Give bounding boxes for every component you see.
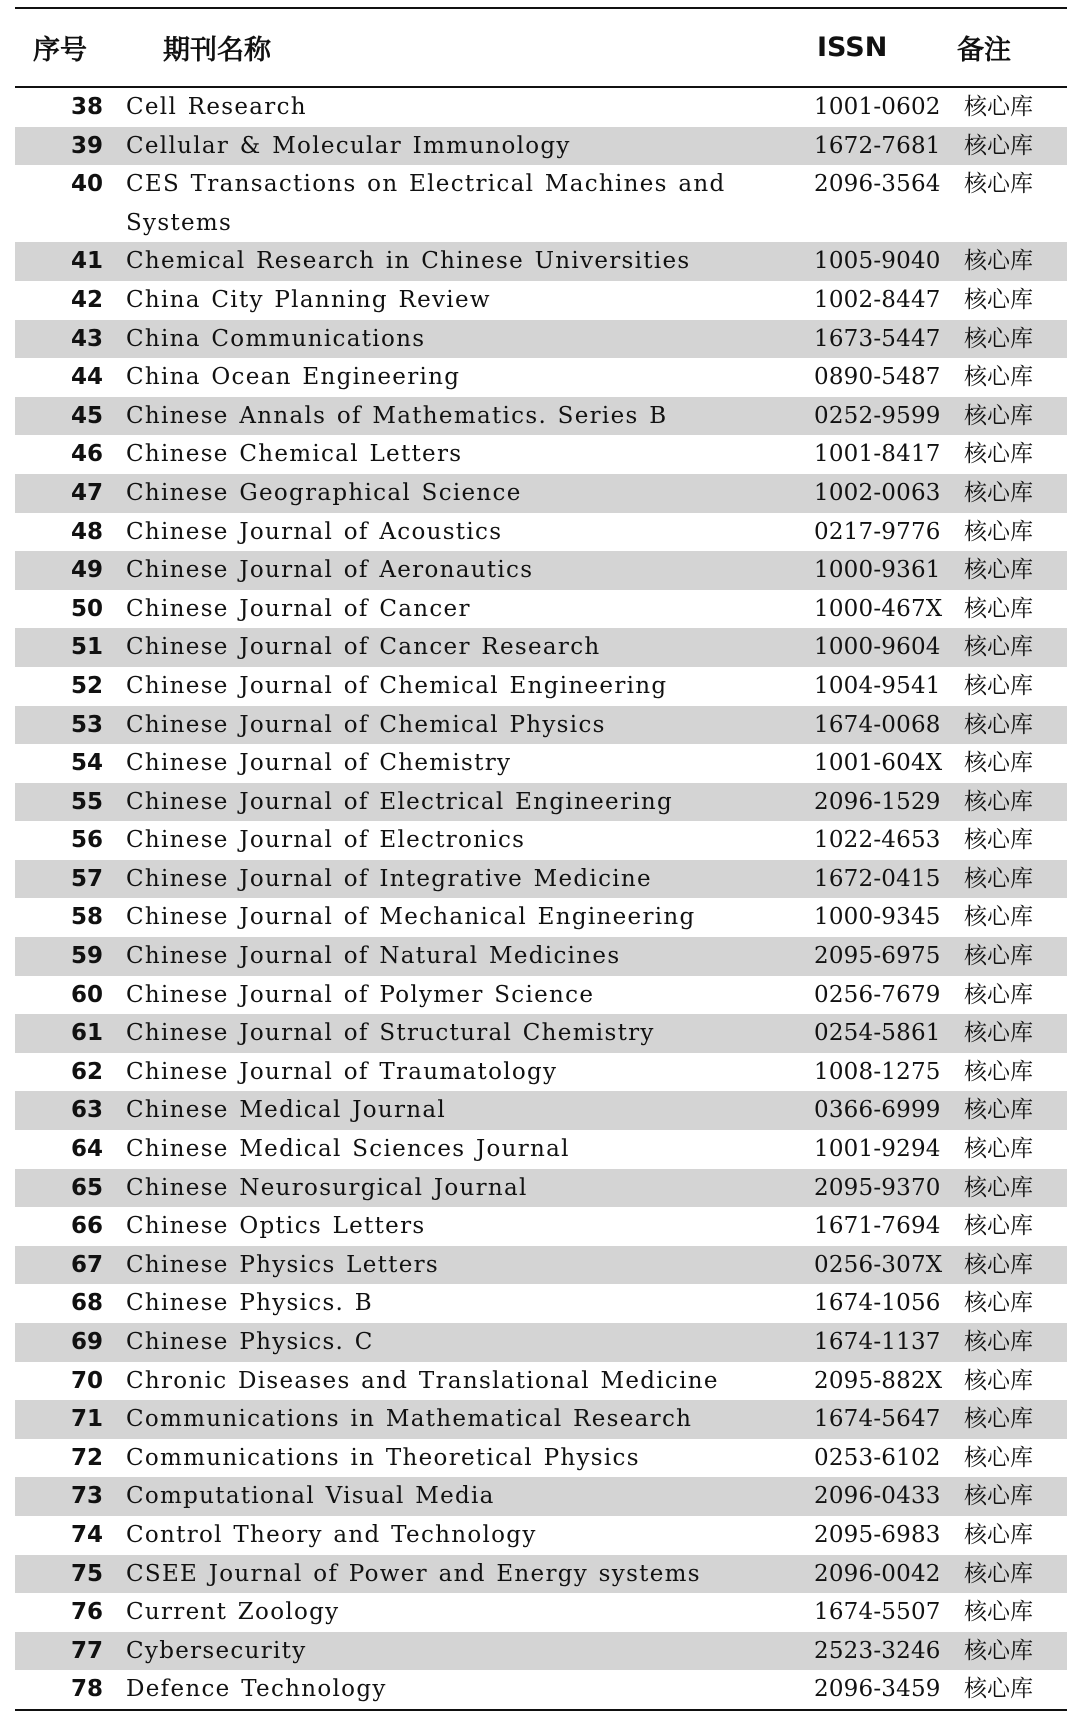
issn-cell: 1002-0063 [814,479,941,506]
table-row [15,1053,1067,1092]
header-remarks: 备注 [927,8,1067,87]
table-row [15,1362,1067,1401]
issn-cell: 0256-307X [814,1251,943,1278]
remarks-cell: 核心库 [964,1444,1033,1471]
remarks-cell: 核心库 [964,981,1033,1008]
issn-cell: 1005-9040 [814,248,941,275]
remarks-cell: 核心库 [964,441,1033,468]
table-row [15,1246,1067,1285]
table-row [15,628,1067,667]
table-row [15,1555,1067,1594]
serial-number-cell: 65 [70,1174,103,1201]
remarks-cell: 核心库 [964,248,1033,275]
serial-number-cell: 47 [70,479,103,506]
issn-cell: 1671-7694 [814,1213,941,1240]
serial-number-cell: 67 [70,1251,103,1278]
issn-cell: 2096-0042 [814,1560,941,1587]
journal-name-cell: Cell Research [126,94,307,120]
journal-name-cell: Chinese Optics Letters [126,1213,426,1240]
header-row [15,8,1067,87]
table-row [15,1516,1067,1555]
table-row [15,281,1067,320]
journal-name-cell: CSEE Journal of Power and Energy systems [126,1560,701,1587]
remarks-cell: 核心库 [964,132,1033,159]
table-row [15,744,1067,783]
remarks-cell: 核心库 [964,595,1033,622]
table-row [15,242,1067,281]
table-row [15,821,1067,860]
journal-name-cell: Chinese Geographical Science [126,479,522,506]
journal-name-cell: Chinese Annals of Mathematics. Series B [126,402,668,429]
serial-number-cell: 41 [70,248,103,275]
issn-cell: 1000-467X [814,595,943,622]
serial-number-cell: 46 [70,441,103,468]
serial-number-cell: 69 [70,1329,103,1355]
issn-cell: 2095-6983 [814,1521,941,1548]
remarks-cell: 核心库 [927,1670,1067,1710]
remarks-cell: 核心库 [964,1329,1033,1355]
remarks-cell: 核心库 [964,1136,1033,1163]
serial-number-cell: 61 [70,1020,103,1047]
journal-name-cell: Chinese Medical Journal [126,1097,447,1124]
journal-name-cell: Chinese Journal of Chemistry [126,750,512,777]
table-row [15,397,1067,436]
table-row [15,898,1067,937]
remarks-cell: 核心库 [964,1560,1033,1587]
remarks-cell: 核心库 [964,1406,1033,1433]
issn-cell: 1674-5647 [814,1406,941,1433]
table-row [15,860,1067,899]
journal-name-cell: Chinese Journal of Structural Chemistry [126,1020,655,1047]
journal-table [15,7,1067,1711]
table-row [15,783,1067,822]
issn-cell: 1673-5447 [814,325,941,352]
issn-cell: 1674-1137 [814,1329,941,1355]
remarks-cell: 核心库 [964,479,1033,506]
issn-cell: 1001-604X [814,750,943,777]
journal-name-cell: Chinese Chemical Letters [126,441,463,468]
serial-number-cell: 45 [70,402,103,429]
issn-cell: 1004-9541 [814,672,941,699]
serial-number-cell: 52 [70,672,103,699]
issn-cell: 0217-9776 [814,518,941,545]
remarks-cell: 核心库 [964,711,1033,738]
issn-cell: 1672-0415 [814,865,941,892]
journal-name-cell: Computational Visual Media [126,1483,495,1510]
serial-number-cell: 58 [70,904,103,931]
serial-number-cell: 51 [70,634,103,661]
remarks-cell: 核心库 [964,865,1033,892]
issn-cell: 1001-9294 [814,1136,941,1163]
journal-name-cell: China City Planning Review [126,286,491,313]
serial-number-cell: 75 [70,1560,103,1587]
serial-number-cell: 42 [70,286,103,313]
issn-cell: 1672-7681 [814,132,941,159]
remarks-cell: 核心库 [964,1213,1033,1240]
remarks-cell: 核心库 [964,518,1033,545]
journal-name-cell: Chinese Physics. B [126,1290,373,1317]
journal-name-cell: Cellular & Molecular Immunology [126,132,571,159]
header-serial-number: 序号 [15,8,111,87]
journal-name-cell: Chinese Journal of Integrative Medicine [126,865,652,892]
table-row [15,1439,1067,1478]
serial-number-cell: 57 [70,865,103,892]
table-row [15,1130,1067,1169]
issn-cell: 2523-3246 [814,1637,941,1664]
serial-number-cell: 54 [70,750,103,777]
issn-cell: 0253-6102 [814,1444,941,1471]
issn-cell: 1008-1275 [814,1058,941,1085]
remarks-cell: 核心库 [964,943,1033,970]
table-row [15,1400,1067,1439]
table-row [15,320,1067,359]
issn-cell: 1674-1056 [814,1290,941,1317]
issn-cell: 2096-1529 [814,788,941,815]
serial-number-cell: 50 [70,595,103,622]
remarks-cell: 核心库 [964,1599,1033,1626]
journal-name-cell: CES Transactions on Electrical Machines and Systems [126,171,726,236]
remarks-cell: 核心库 [964,1020,1033,1047]
table-row [15,1323,1067,1362]
issn-cell: 1002-8447 [814,286,941,313]
remarks-cell: 核心库 [964,94,1033,120]
journal-name-cell: Chinese Journal of Natural Medicines [126,943,621,970]
issn-cell: 2096-3459 [781,1670,927,1710]
issn-cell: 1022-4653 [814,827,941,854]
table-row [15,127,1067,166]
table-row [15,590,1067,629]
serial-number-cell: 78 [15,1670,111,1710]
issn-cell: 2095-9370 [814,1174,941,1201]
table-row [15,1284,1067,1323]
table-row [15,706,1067,745]
issn-cell: 2095-882X [814,1367,943,1394]
serial-number-cell: 56 [70,827,103,854]
table-row [15,1014,1067,1053]
issn-cell: 2096-0433 [814,1483,941,1510]
remarks-cell: 核心库 [964,1174,1033,1201]
serial-number-cell: 49 [70,557,103,584]
journal-name-cell: Chinese Journal of Polymer Science [126,981,595,1008]
journal-name-cell: Chinese Neurosurgical Journal [126,1174,528,1201]
issn-cell: 0256-7679 [814,981,941,1008]
journal-name-cell: Chinese Journal of Chemical Physics [126,711,606,738]
table-row [15,474,1067,513]
issn-cell: 2095-6975 [814,943,941,970]
table-row [15,1670,1067,1710]
remarks-cell: 核心库 [964,672,1033,699]
serial-number-cell: 66 [70,1213,103,1240]
remarks-cell: 核心库 [964,1058,1033,1085]
remarks-cell: 核心库 [964,325,1033,352]
issn-cell: 1674-0068 [814,711,941,738]
remarks-cell: 核心库 [964,402,1033,429]
journal-name-cell: Chinese Journal of Chemical Engineering [126,672,668,699]
header-issn: ISSN [781,8,927,87]
issn-cell: 1000-9604 [814,634,941,661]
issn-cell: 1000-9361 [814,557,941,584]
issn-cell: 0366-6999 [814,1097,941,1124]
journal-name-cell: Chinese Journal of Cancer Research [126,634,601,661]
journal-name-cell: Chinese Physics Letters [126,1251,440,1278]
table-row [15,1593,1067,1632]
serial-number-cell: 60 [70,981,103,1008]
journal-name-cell: Chinese Journal of Electronics [126,827,526,854]
remarks-cell: 核心库 [964,364,1033,391]
serial-number-cell: 40 [70,171,103,198]
journal-name-cell: Chronic Diseases and Translational Medicine [126,1367,719,1394]
journal-table-container [15,7,1067,1711]
journal-name-cell: Chinese Medical Sciences Journal [126,1136,570,1163]
journal-name-cell: Chinese Journal of Mechanical Engineering [126,904,696,931]
serial-number-cell: 76 [70,1599,103,1626]
remarks-cell: 核心库 [964,750,1033,777]
serial-number-cell: 63 [70,1097,103,1124]
table-row [15,1477,1067,1516]
issn-cell: 1674-5507 [814,1599,941,1626]
table-header [15,8,1067,87]
journal-name-cell: Control Theory and Technology [126,1521,537,1548]
serial-number-cell: 43 [70,325,103,352]
table-row [15,165,1067,242]
journal-name-cell: Defence Technology [111,1670,781,1710]
issn-cell: 0254-5861 [814,1020,941,1047]
table-row [15,87,1067,127]
journal-name-cell: Communications in Theoretical Physics [126,1444,640,1471]
serial-number-cell: 59 [70,943,103,970]
serial-number-cell: 48 [70,518,103,545]
remarks-cell: 核心库 [964,634,1033,661]
remarks-cell: 核心库 [964,1483,1033,1510]
remarks-cell: 核心库 [964,1521,1033,1548]
serial-number-cell: 64 [70,1136,103,1163]
serial-number-cell: 38 [70,94,103,120]
remarks-cell: 核心库 [964,1097,1033,1124]
remarks-cell: 核心库 [964,1251,1033,1278]
journal-name-cell: Chinese Journal of Traumatology [126,1058,558,1085]
table-row [15,937,1067,976]
issn-cell: 1000-9345 [814,904,941,931]
serial-number-cell: 72 [70,1444,103,1471]
table-row [15,513,1067,552]
issn-cell: 0890-5487 [814,364,941,391]
remarks-cell: 核心库 [964,904,1033,931]
table-row [15,435,1067,474]
issn-cell: 0252-9599 [814,402,941,429]
table-row [15,667,1067,706]
serial-number-cell: 70 [70,1367,103,1394]
table-row [15,1169,1067,1208]
remarks-cell: 核心库 [964,1637,1033,1664]
table-row [15,1632,1067,1671]
journal-name-cell: Current Zoology [126,1599,340,1626]
remarks-cell: 核心库 [964,1290,1033,1317]
remarks-cell: 核心库 [964,171,1033,198]
serial-number-cell: 74 [70,1521,103,1548]
table-row [15,551,1067,590]
issn-cell: 1001-0602 [814,94,941,120]
issn-cell: 2096-3564 [814,171,941,198]
header-journal-name: 期刊名称 [111,8,781,87]
table-body [15,87,1067,1710]
table-row [15,976,1067,1015]
serial-number-cell: 55 [70,788,103,815]
journal-name-cell: Chinese Physics. C [126,1329,374,1355]
serial-number-cell: 39 [70,132,103,159]
journal-name-cell: Chinese Journal of Aeronautics [126,557,534,584]
journal-name-cell: China Communications [126,325,426,352]
serial-number-cell: 53 [70,711,103,738]
journal-name-cell: Chinese Journal of Acoustics [126,518,503,545]
remarks-cell: 核心库 [964,827,1033,854]
journal-name-cell: Cybersecurity [126,1637,307,1664]
remarks-cell: 核心库 [964,788,1033,815]
table-row [15,358,1067,397]
remarks-cell: 核心库 [964,1367,1033,1394]
serial-number-cell: 68 [70,1290,103,1317]
journal-name-cell: Chemical Research in Chinese Universities [126,248,691,275]
remarks-cell: 核心库 [964,286,1033,313]
serial-number-cell: 73 [70,1483,103,1510]
serial-number-cell: 62 [70,1058,103,1085]
table-row [15,1207,1067,1246]
serial-number-cell: 77 [70,1637,103,1664]
journal-name-cell: China Ocean Engineering [126,364,461,391]
remarks-cell: 核心库 [964,557,1033,584]
serial-number-cell: 71 [70,1406,103,1433]
journal-name-cell: Chinese Journal of Cancer [126,595,471,622]
journal-name-cell: Communications in Mathematical Research [126,1406,693,1433]
serial-number-cell: 44 [70,364,103,391]
journal-name-cell: Chinese Journal of Electrical Engineering [126,788,674,815]
table-row [15,1091,1067,1130]
issn-cell: 1001-8417 [814,441,941,468]
